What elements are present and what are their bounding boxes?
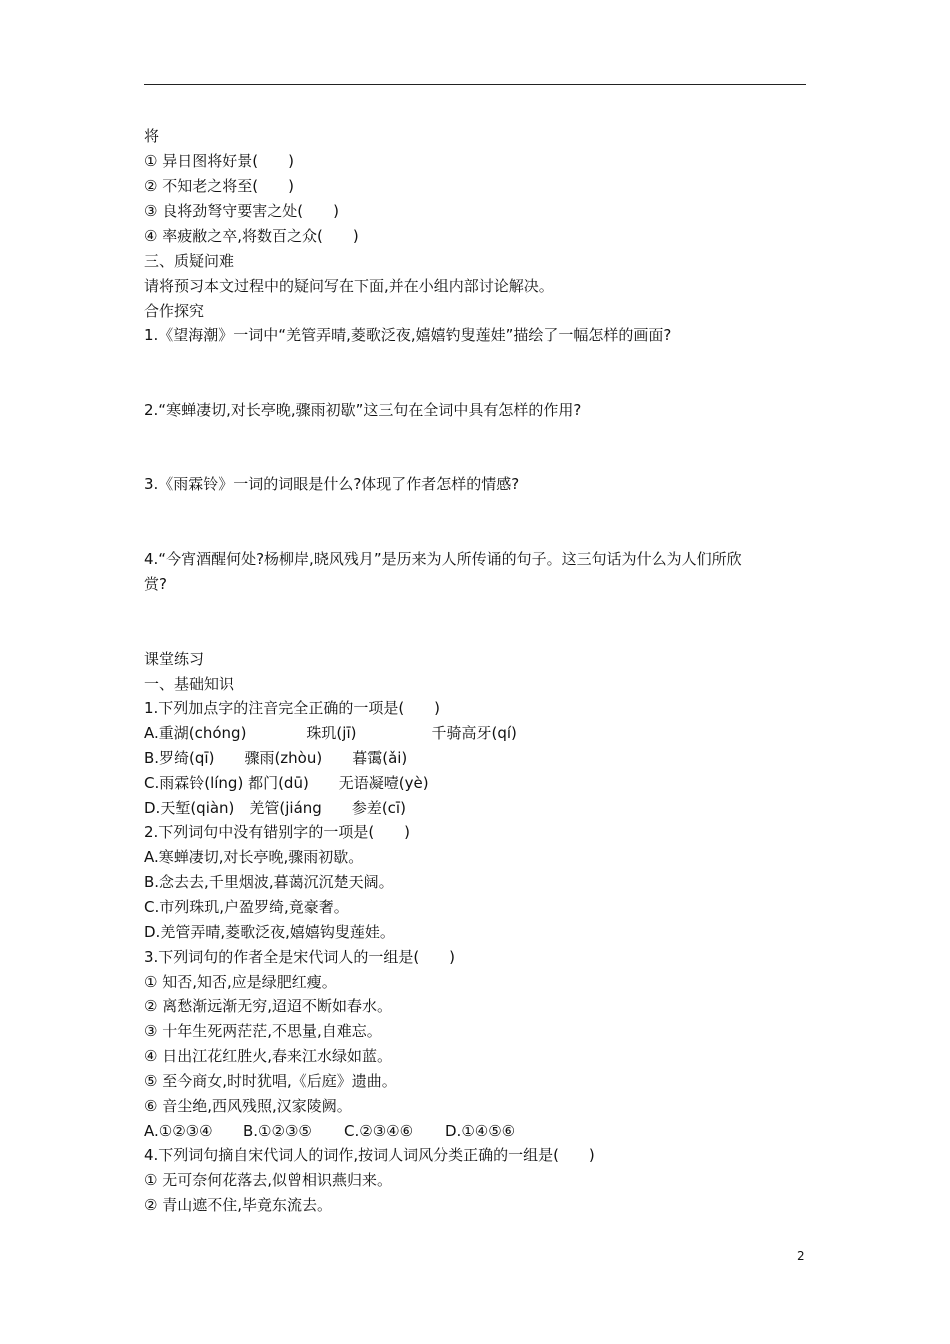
list-item: ④ 日出江花红胜火,春来江水绿如蓝。 — [144, 1047, 392, 1065]
question-4: 4.“今宵酒醒何处?杨柳岸,晓风残月”是历来为人所传诵的句子。这三句话为什么为人们所欣 — [144, 550, 742, 568]
list-item: ② 不知老之将至( ) — [144, 177, 294, 195]
q3-option-a: A.①②③④ — [144, 1122, 213, 1140]
option-c: C.雨霖铃(líng) 都门(dū) 无语凝噎(yè) — [144, 774, 429, 792]
list-item: ① 知否,知否,应是绿肥红瘦。 — [144, 973, 337, 991]
q3-option-d: D.①④⑤⑥ — [445, 1122, 516, 1140]
exercise-question-4: 4.下列词句摘自宋代词人的词作,按词人词风分类正确的一组是( ) — [144, 1146, 595, 1164]
option-b: B.念去去,千里烟波,暮蔼沉沉楚天阔。 — [144, 873, 394, 891]
list-item: ① 无可奈何花落去,似曾相识燕归来。 — [144, 1171, 392, 1189]
list-item: ② 青山遮不住,毕竟东流去。 — [144, 1196, 332, 1214]
q3-option-c: C.②③④⑥ — [344, 1122, 414, 1140]
page-number: 2 — [797, 1249, 805, 1263]
exercise-question-3: 3.下列词句的作者全是宋代词人的一组是( ) — [144, 948, 456, 966]
option-d: D.羌管弄晴,菱歌泛夜,嬉嬉钩叟莲娃。 — [144, 923, 395, 941]
list-item: ④ 率疲敝之卒,将数百之众( ) — [144, 227, 359, 245]
list-item: ③ 良将劲弩守要害之处( ) — [144, 202, 339, 220]
question-3: 3.《雨霖铃》一词的词眼是什么?体现了作者怎样的情感? — [144, 475, 520, 493]
option-d: D.天堑(qiàn) 羌管(jiáng 参差(cī) — [144, 799, 406, 817]
option-c: C.市列珠玑,户盈罗绮,竟豪奢。 — [144, 898, 349, 916]
question-1: 1.《望海潮》一词中“羌管弄晴,菱歌泛夜,嬉嬉钓叟莲娃”描绘了一幅怎样的画面? — [144, 326, 672, 344]
list-item: ⑤ 至今商女,时时犹唱,《后庭》遗曲。 — [144, 1072, 397, 1090]
exercise-question-2: 2.下列词句中没有错别字的一项是( ) — [144, 823, 411, 841]
section-heading: 一、基础知识 — [144, 675, 235, 693]
question-4-continued: 赏? — [144, 575, 167, 593]
exercise-question-1: 1.下列加点字的注音完全正确的一项是( ) — [144, 699, 441, 717]
list-item: ② 离愁渐远渐无穷,迢迢不断如春水。 — [144, 997, 392, 1015]
section-heading-jiang: 将 — [144, 127, 160, 145]
list-item: ⑥ 音尘绝,西风残照,汉家陵阙。 — [144, 1097, 352, 1115]
section-heading: 三、质疑问难 — [144, 252, 235, 270]
option-b: B.罗绮(qī) 骤雨(zhòu) 暮霭(ǎi) — [144, 749, 408, 767]
option-a: A.寒蝉凄切,对长亭晚,骤雨初歇。 — [144, 848, 364, 866]
section-heading: 课堂练习 — [144, 650, 205, 668]
q3-option-b: B.①②③⑤ — [243, 1122, 312, 1140]
header-rule — [144, 84, 806, 85]
section-heading: 合作探究 — [144, 302, 205, 320]
q3-options — [144, 1122, 515, 1140]
question-2: 2.“寒蝉凄切,对长亭晚,骤雨初歇”这三句在全词中具有怎样的作用? — [144, 401, 582, 419]
option-a: A.重湖(chóng) 珠玑(jī) 千骑高牙(qí) — [144, 724, 517, 742]
instruction-text: 请将预习本文过程中的疑问写在下面,并在小组内部讨论解决。 — [144, 277, 554, 295]
list-item: ① 异日图将好景( ) — [144, 152, 294, 170]
list-item: ③ 十年生死两茫茫,不思量,自难忘。 — [144, 1022, 382, 1040]
